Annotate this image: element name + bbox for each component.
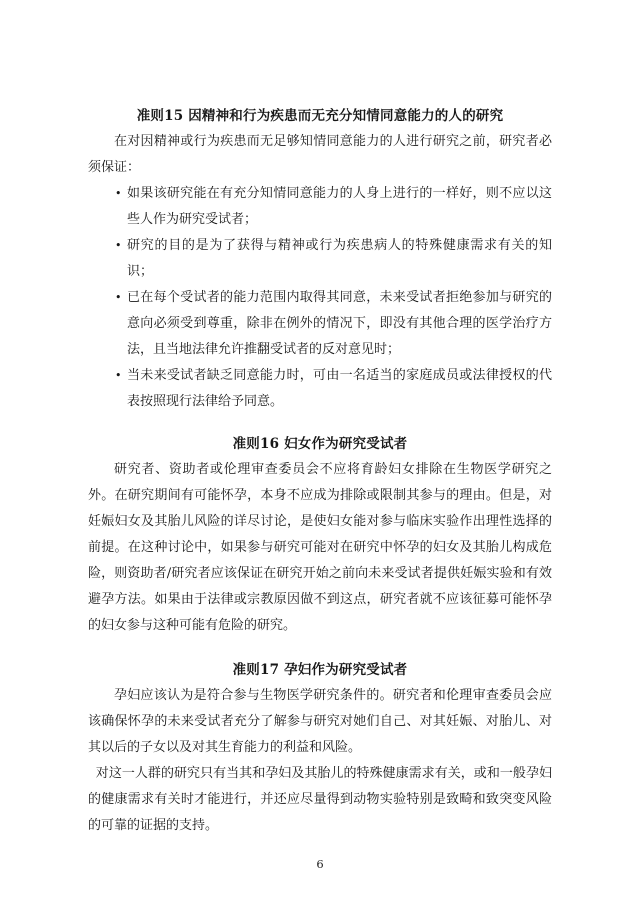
section-guideline-17 <box>88 657 552 839</box>
list-item <box>88 285 552 363</box>
bullet-icon: • <box>115 369 122 382</box>
bullet-icon: • <box>115 239 122 252</box>
section-title-15: 准则15 因精神和行为疾患而无充分知情同意能力的人的研究 <box>136 108 504 124</box>
bullet-text: 如果该研究能在有充分知情同意能力的人身上进行的一样好，则不应以这些人作为研究受试者； <box>127 186 552 227</box>
section-16-paragraph: 研究者、资助者或伦理审查委员会不应将育龄妇女排除在生物医学研究之外。在研究期间有可能怀孕，本身不应成为排除或限制其参与的理由。但是，对妊娠妇女及其胎儿风险的详尽讨论，是使妇女能对参与临床实验作出理性选择的前提。在这种讨论中，如果参与研究可能对在研究中怀孕的妇女及其胎儿构成危险，则资助者/研究者应该保证在研究开始之前向未来受试者提供妊娠实验和有效避孕方法。如果由于法律或宗教原因做不到这点，研究者就不应该征募可能怀孕的妇女参与这种可能有危险的研究。 <box>88 462 552 633</box>
section-guideline-15 <box>88 103 552 415</box>
section-title-17: 准则17 孕妇作为研究受试者 <box>232 662 408 678</box>
list-item <box>88 233 552 285</box>
bullet-text: 研究的目的是为了获得与精神或行为疾患病人的特殊健康需求有关的知识； <box>127 238 552 279</box>
bullet-icon: • <box>115 291 122 304</box>
section-title-16: 准则16 妇女作为研究受试者 <box>232 436 408 452</box>
page-number: 6 <box>316 857 324 871</box>
section-17-paragraph-1: 孕妇应该认为是符合参与生物医学研究条件的。研究者和伦理审查委员会应该确保怀孕的未来受试者充分了解参与研究对她们自己、对其妊娠、对胎儿、对其以后的子女以及对其生育能力的利益和风险。 <box>88 688 552 755</box>
list-item <box>88 363 552 415</box>
bullet-text: 当未来受试者缺乏同意能力时，可由一名适当的家庭成员或法律授权的代表按照现行法律给予同意。 <box>127 368 552 409</box>
bullet-list <box>88 181 552 415</box>
section-guideline-16 <box>88 431 552 639</box>
bullet-text: 已在每个受试者的能力范围内取得其同意，未来受试者拒绝参加与研究的意向必须受到尊重，除非在例外的情况下，即没有其他合理的医学治疗方法，且当地法律允许推翻受试者的反对意见时； <box>127 290 552 357</box>
section-17-paragraph-2: 对这一人群的研究只有当其和孕妇及其胎儿的特殊健康需求有关，或和一般孕妇的健康需求有关时才能进行，并还应尽量得到动物实验特别是致畸和致突变风险的可靠的证据的支持。 <box>88 766 552 833</box>
bullet-icon: • <box>115 187 122 200</box>
section-15-intro-paragraph: 在对因精神或行为疾患而无足够知情同意能力的人进行研究之前，研究者必须保证： <box>88 134 552 175</box>
list-item <box>88 181 552 233</box>
